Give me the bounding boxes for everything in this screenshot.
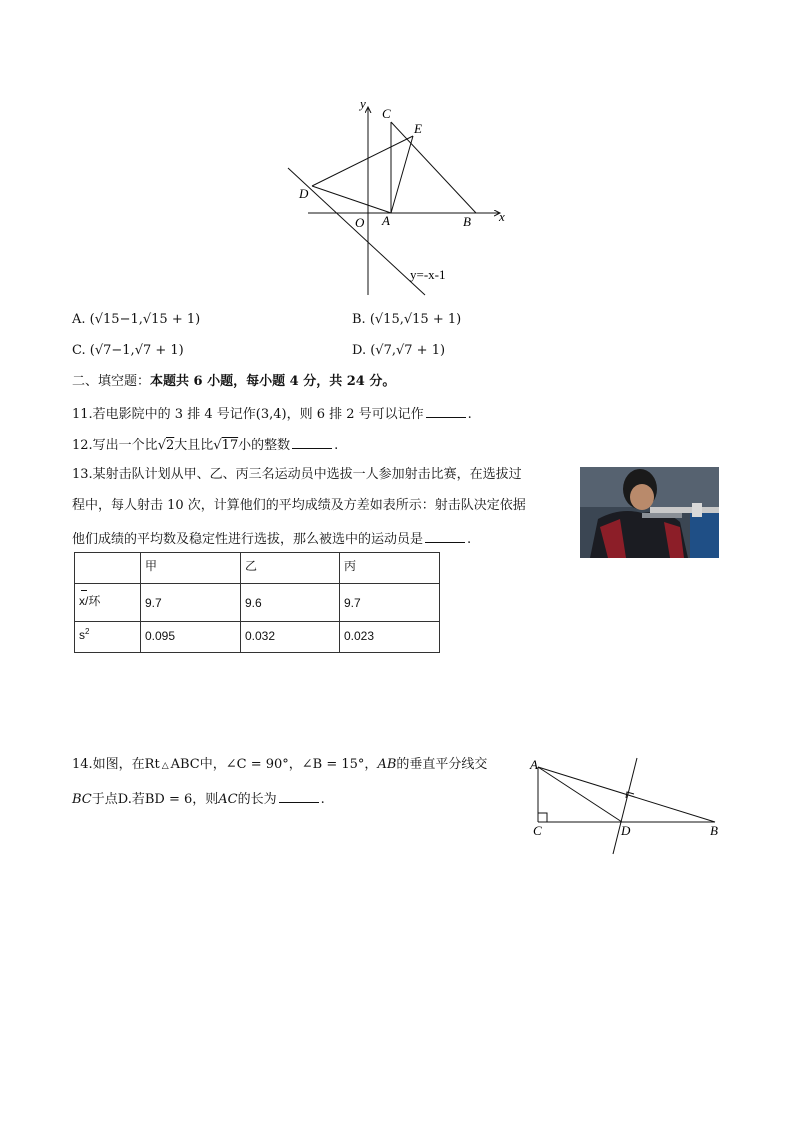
table-cell: 0.023 (340, 622, 440, 653)
option-d-letter: D. (352, 343, 367, 358)
q14-line-2 (72, 790, 325, 806)
table-row (75, 622, 440, 653)
label-O: O (355, 215, 365, 230)
scores-table (74, 552, 440, 653)
q13-line-2: 程中，每人射击 10 次，计算他们的平均成绩及方差如表所示：射击队决定依据 (72, 498, 526, 513)
q12-radicand-1: 2 (165, 438, 175, 453)
q14-end: . (320, 792, 325, 807)
table-cell: 乙 (241, 553, 340, 584)
coordinate-figure (280, 95, 520, 300)
segment-AD (538, 767, 622, 822)
option-c (72, 344, 184, 357)
q11-end: . (467, 407, 472, 422)
variance-sup: 2 (85, 627, 90, 636)
option-d-text: (√7,√7 + 1) (370, 343, 446, 358)
question-12 (72, 436, 338, 452)
table-cell: 甲 (141, 553, 241, 584)
q14-text-e: 的长为 (237, 792, 277, 807)
q14-ab: AB (377, 757, 397, 772)
label-C: C (382, 106, 391, 121)
label-A: A (530, 757, 538, 772)
table-cell (75, 622, 141, 653)
q12-answer-blank[interactable] (292, 436, 332, 449)
table-cell (75, 553, 141, 584)
q12-part1: 12.写出一个比 (72, 438, 158, 453)
q14-line-1 (72, 758, 487, 771)
table-cell: 9.6 (241, 584, 340, 622)
label-C: C (533, 823, 542, 838)
triangle-figure (525, 755, 730, 860)
table-cell: 9.7 (141, 584, 241, 622)
triangle-icon: △ (161, 761, 169, 771)
table-cell: 9.7 (340, 584, 440, 622)
q13-line-1: 13.某射击队计划从甲、乙、丙三名运动员中选拔一人参加射击比赛，在选拔过 (72, 467, 522, 482)
option-b-letter: B. (352, 312, 366, 327)
q14-bc: BC (72, 792, 92, 807)
question-11 (72, 405, 472, 421)
variance-label: s (79, 628, 85, 642)
right-angle-mark-c (538, 813, 547, 822)
label-B: B (710, 823, 718, 838)
q13-answer-blank[interactable] (425, 530, 465, 543)
q12-end: . (334, 438, 339, 453)
q14-text-c: 的垂直平分线交 (396, 757, 488, 772)
segment-DE (312, 136, 413, 186)
q13-line-3 (72, 530, 471, 546)
q14-text-a: 14.如图，在Rt (72, 757, 160, 772)
section-prefix: 二、填空题： (72, 374, 151, 389)
option-d (352, 344, 445, 357)
q13-line-3-text: 他们成绩的平均数及稳定性进行选拔，那么被选中的运动员是 (72, 532, 424, 547)
mean-bar-icon (81, 590, 87, 591)
table-row (75, 553, 440, 584)
q12-radicand-2: 17 (221, 438, 239, 453)
table-cell (75, 584, 141, 622)
option-b (352, 313, 461, 326)
q12-part2: 大且比 (174, 438, 214, 453)
segment-EA (391, 136, 413, 213)
table-cell: 丙 (340, 553, 440, 584)
q14-ac: AC (218, 792, 238, 807)
section-bold-text: 本题共 6 小题，每小题 4 分，共 24 分。 (150, 374, 396, 389)
sqrt-sign-icon: √ (157, 438, 166, 453)
option-a-letter: A. (72, 312, 86, 327)
q14-answer-blank[interactable] (279, 790, 319, 803)
label-D: D (299, 186, 309, 201)
sqrt-sign-icon: √ (213, 438, 222, 453)
label-D: D (621, 823, 631, 838)
option-a-text: (√15−1,√15 + 1) (89, 312, 201, 327)
section-heading (72, 375, 395, 388)
q11-answer-blank[interactable] (426, 405, 466, 418)
label-x: x (499, 209, 505, 224)
label-E: E (414, 121, 422, 136)
table-cell: 0.032 (241, 622, 340, 653)
label-y: y (360, 96, 366, 111)
line-y-neg-x-minus-1 (288, 168, 425, 295)
q12-part3: 小的整数 (238, 438, 291, 453)
table-row (75, 584, 440, 622)
label-line-eq: y=-x-1 (410, 267, 446, 282)
option-b-text: (√15,√15 + 1) (369, 312, 462, 327)
q14-text-b: ABC中，∠C = 90°，∠B = 15°， (170, 757, 378, 772)
perpendicular-bisector (613, 758, 637, 854)
table-cell: 0.095 (141, 622, 241, 653)
option-c-text: (√7−1,√7 + 1) (89, 343, 184, 358)
label-B: B (463, 214, 471, 229)
segment-DA (312, 186, 391, 213)
option-a (72, 313, 200, 326)
q13-end: . (467, 532, 472, 547)
option-c-letter: C. (72, 343, 86, 358)
shooter-photo (580, 467, 719, 558)
label-A: A (382, 213, 390, 228)
q11-text: 11.若电影院中的 3 排 4 号记作(3,4)，则 6 排 2 号可以记作 (72, 407, 424, 422)
mean-label: x/环 (79, 594, 101, 608)
q14-text-d: 于点D.若BD = 6，则 (91, 792, 219, 807)
